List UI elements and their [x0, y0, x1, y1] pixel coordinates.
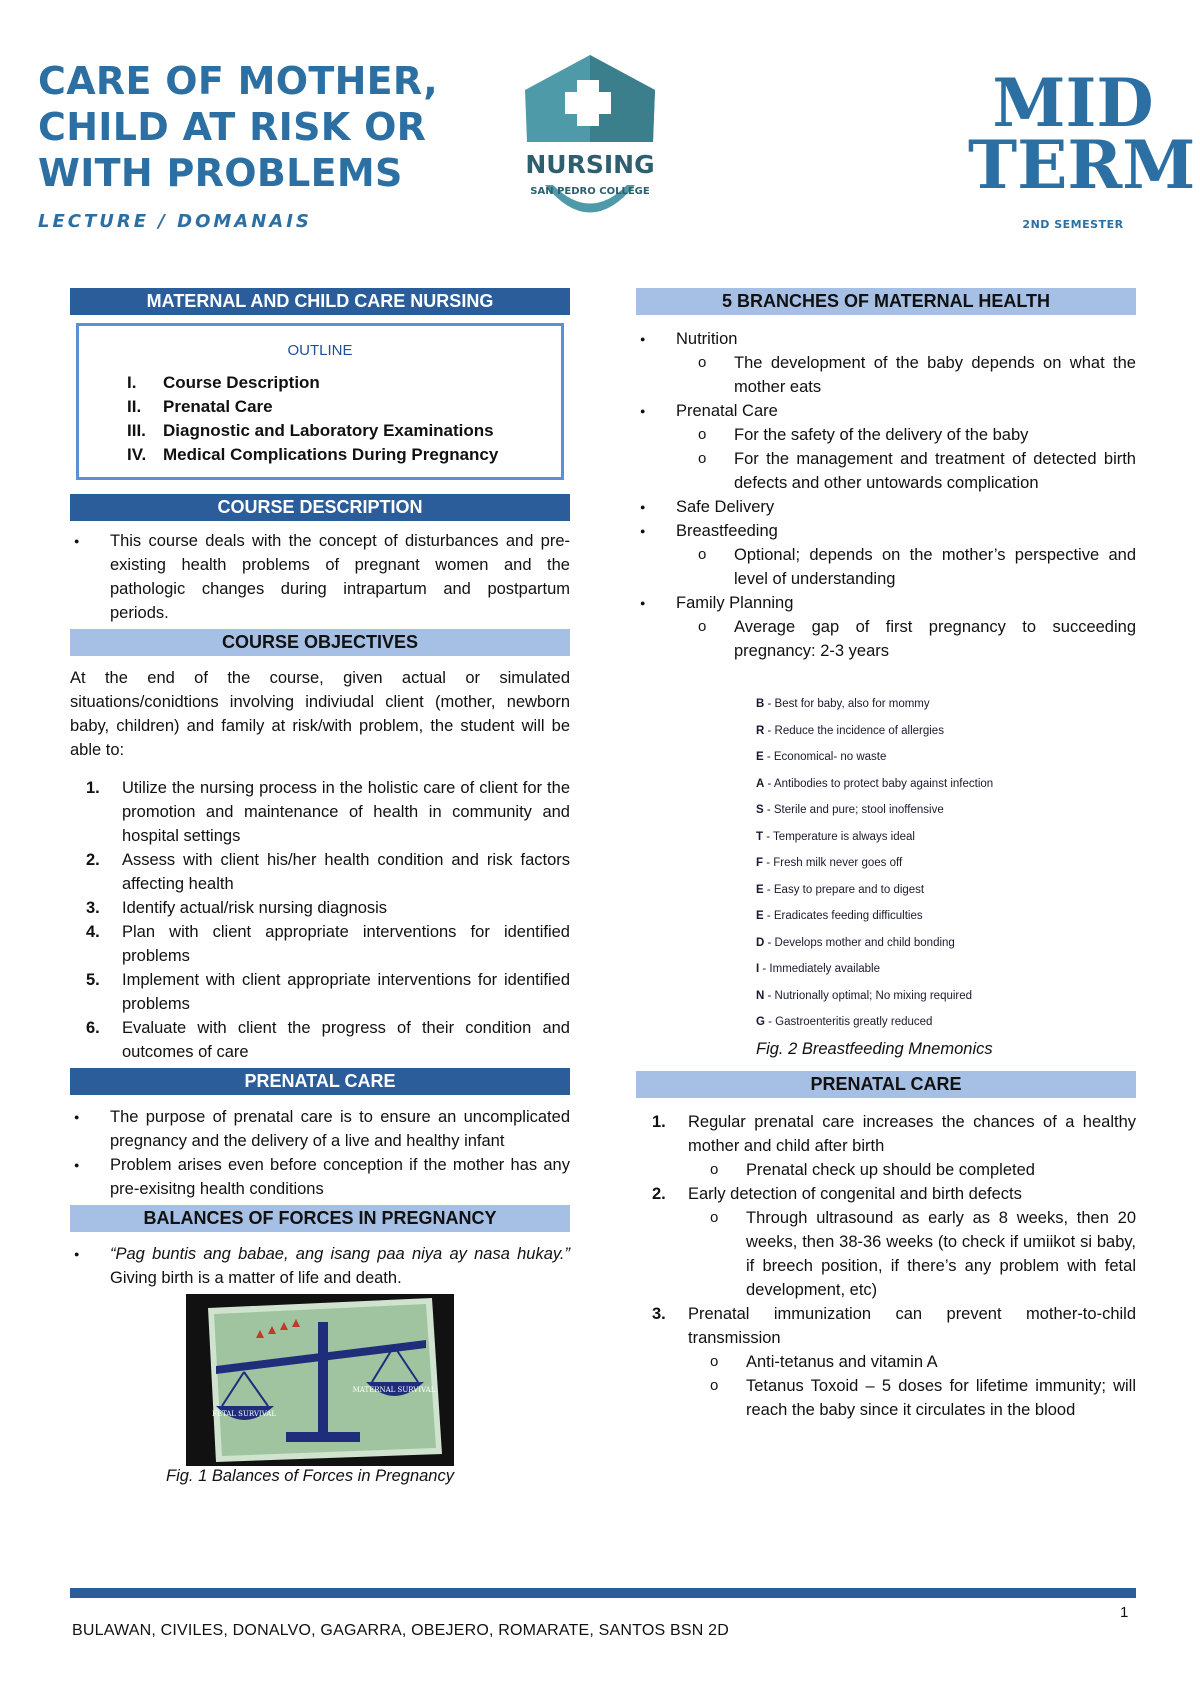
outline-num: III.: [127, 421, 146, 440]
mnemonic-letter: D: [756, 936, 765, 949]
mnemonic-letter: I: [756, 963, 760, 975]
item-number: 1.: [86, 779, 100, 797]
list-item: ● This course deals with the concept of disturbances and pre-existing health problems of pregnant women and the pathologic changes during intrapartum and postpartum periods.: [70, 529, 570, 625]
fetal-survival-label: FETAL SURVIVAL: [211, 1410, 277, 1418]
section-heading-prenatal-care: PRENATAL CARE: [70, 1068, 570, 1095]
outline-item: [91, 443, 498, 467]
mnemonic-row: [756, 850, 1136, 877]
item-number: 6.: [86, 1019, 100, 1037]
outline-box: [76, 323, 564, 480]
prenatal-numbered-list: [636, 1110, 1136, 1422]
mnemonic-letter: R: [756, 724, 765, 737]
item-number: 4.: [86, 923, 100, 941]
footer-rule: [70, 1588, 1136, 1598]
mnemonic-letter: G: [756, 1016, 765, 1028]
list-item: [636, 1110, 1136, 1182]
mnemonic-text: - Best for baby, also for mommy: [764, 698, 930, 710]
mnemonic-text: - Immediately available: [759, 963, 881, 975]
mnemonic-letter: S: [756, 804, 764, 816]
list-item: [636, 591, 1136, 663]
section-heading-branches: 5 BRANCHES OF MATERNAL HEALTH: [636, 288, 1136, 315]
objectives-list: [70, 776, 570, 1064]
list-item: [636, 1182, 1136, 1302]
outline-num: IV.: [127, 445, 147, 464]
sub-item: o Optional; depends on the mother’s perspective and level of understanding: [676, 543, 1136, 591]
mnemonic-row: [756, 930, 1136, 957]
mnemonic-row: [756, 797, 1136, 824]
list-item: ● The purpose of prenatal care is to ensure an uncomplicated pregnancy and the delivery of a live and healthy infant: [70, 1105, 570, 1153]
sub-list: [676, 351, 1136, 399]
sub-list: [688, 1158, 1136, 1182]
outline-num: II.: [127, 397, 142, 416]
item-text: Evaluate with client the progress of their condition and outcomes of care: [122, 1019, 570, 1061]
sub-list: [676, 615, 1136, 663]
authors-line: BULAWAN, CIVILES, DONALVO, GAGARRA, OBEJERO, ROMARATE, SANTOS BSN 2D: [72, 1622, 729, 1639]
sub-list: [688, 1350, 1136, 1422]
page-number: 1: [1120, 1604, 1129, 1621]
mnemonic-text: - Eradicates feeding difficulties: [763, 910, 923, 922]
mnemonic-text: - Sterile and pure; stool inoffensive: [763, 804, 944, 816]
mnemonic-row: [756, 903, 1136, 930]
list-item: [70, 848, 570, 896]
nursing-logo-icon: [515, 50, 665, 235]
outline-text: Diagnostic and Laboratory Examinations: [163, 421, 494, 440]
list-item: [70, 1016, 570, 1064]
item-number: 5.: [86, 971, 100, 989]
mnemonic-row: [756, 771, 1136, 798]
list-item: [70, 968, 570, 1016]
sub-item: o For the safety of the delivery of the baby: [676, 423, 1136, 447]
item-text: Assess with client his/her health condition and risk factors affecting health: [122, 851, 570, 893]
mnemonic-text: - Temperature is always ideal: [763, 830, 915, 843]
sub-item: o Through ultrasound as early as 8 weeks, then 20 weeks, then 38-36 weeks (to check if umiikot si baby, if breech position, if there’s any problem with fetal development, etc): [688, 1206, 1136, 1302]
prenatal-list: [70, 1105, 570, 1201]
item-text: Regular prenatal care increases the chances of a healthy mother and child after birth: [688, 1112, 1136, 1155]
list-item: [70, 896, 570, 920]
semester-label: 2ND SEMESTER: [1022, 218, 1124, 231]
title-line: CHILD AT RISK OR: [38, 105, 427, 149]
item-text: Prenatal immunization can prevent mother-to-child transmission: [688, 1304, 1136, 1347]
quote-text: “Pag buntis ang babae, ang isang paa niya ay nasa hukay.”: [110, 1245, 570, 1263]
section-heading-balances: BALANCES OF FORCES IN PREGNANCY: [70, 1205, 570, 1232]
list-item: [636, 519, 1136, 591]
mnemonic-letter: E: [756, 751, 764, 763]
mnemonic-letter: A: [756, 777, 765, 790]
maternal-survival-label: MATERNAL SURVIVAL: [352, 1386, 436, 1394]
outline-text: Prenatal Care: [163, 397, 273, 416]
exam-line: TERM: [968, 126, 1196, 204]
sub-item: o Tetanus Toxoid – 5 doses for lifetime immunity; will reach the baby since it circulates in the blood: [688, 1374, 1136, 1422]
mnemonic-text: - Fresh milk never goes off: [763, 857, 903, 869]
section-heading-maternal: MATERNAL AND CHILD CARE NURSING: [70, 288, 570, 315]
outline-item: [91, 419, 498, 443]
branches-list: [636, 327, 1136, 663]
mnemonic-letter: B: [756, 698, 765, 710]
item-label: Nutrition: [676, 330, 738, 348]
item-label: Prenatal Care: [676, 402, 778, 420]
mnemonic-row: [756, 956, 1136, 983]
item-number: 2.: [86, 851, 100, 869]
item-text: Identify actual/risk nursing diagnosis: [122, 899, 388, 917]
mnemonic-row: [756, 1009, 1136, 1036]
outline-list: [91, 371, 498, 467]
list-item: [70, 1242, 570, 1290]
mnemonic-letter: E: [756, 910, 764, 922]
sub-list: [676, 543, 1136, 591]
item-label: Family Planning: [676, 594, 794, 612]
item-number: 3.: [652, 1304, 666, 1323]
item-text: Implement with client appropriate interventions for identified problems: [122, 971, 570, 1013]
item-label: Breastfeeding: [676, 522, 778, 540]
mnemonic-text: - Develops mother and child bonding: [764, 936, 955, 949]
outline-text: Course Description: [163, 373, 320, 392]
figure-1-caption: Fig. 1 Balances of Forces in Pregnancy: [166, 1467, 454, 1485]
sub-list: [676, 423, 1136, 495]
mnemonic-letter: N: [756, 989, 765, 1002]
list-item: ● Problem arises even before conception if the mother has any pre-exisitng health conditions: [70, 1153, 570, 1201]
mnemonic-letter: E: [756, 883, 764, 896]
list-item: [636, 495, 1136, 519]
left-column: [70, 288, 570, 1486]
sub-item: o Prenatal check up should be completed: [688, 1158, 1136, 1182]
sub-item: o For the management and treatment of detected birth defects and other untowards complication: [676, 447, 1136, 495]
sub-item: o Average gap of first pregnancy to succeeding pregnancy: 2-3 years: [676, 615, 1136, 663]
sub-item: o The development of the baby depends on what the mother eats: [676, 351, 1136, 399]
mnemonic-text: - Economical- no waste: [763, 751, 887, 763]
balance-scale-figure: [186, 1294, 454, 1466]
mnemonic-text: - Antibodies to protect baby against infection: [764, 777, 994, 790]
list-item: [636, 399, 1136, 495]
title-line: WITH PROBLEMS: [38, 151, 403, 195]
mnemonic-text: - Gastroenteritis greatly reduced: [764, 1016, 933, 1028]
item-number: 3.: [86, 899, 100, 917]
title-line: CARE OF MOTHER,: [38, 59, 438, 103]
section-heading-course-description: COURSE DESCRIPTION: [70, 494, 570, 521]
balances-list: [70, 1242, 570, 1290]
mnemonic-text: - Easy to prepare and to digest: [763, 883, 925, 896]
outline-heading: OUTLINE: [287, 342, 353, 359]
mnemonic-row: [756, 744, 1136, 771]
sub-item: o Anti-tetanus and vitamin A: [688, 1350, 1136, 1374]
section-heading-course-objectives: COURSE OBJECTIVES: [70, 629, 570, 656]
outline-text: Medical Complications During Pregnancy: [163, 445, 499, 464]
logo-text: NURSING: [525, 150, 655, 179]
lecture-subtitle: LECTURE / DOMANAIS: [38, 211, 312, 232]
document-title: [38, 58, 458, 196]
item-number: 2.: [652, 1184, 666, 1203]
item-number: 1.: [652, 1112, 666, 1131]
list-item: [636, 327, 1136, 399]
figure-2-caption: Fig. 2 Breastfeeding Mnemonics: [756, 1039, 993, 1058]
mnemonic-row: [756, 877, 1136, 904]
exam-label: [968, 64, 1196, 204]
mnemonic-row: [756, 983, 1136, 1010]
logo-subtext: SAN PEDRO COLLEGE: [530, 186, 650, 197]
item-label: Safe Delivery: [676, 498, 775, 516]
mnemonic-text: - Nutrionally optimal; No mixing required: [764, 989, 973, 1002]
item-text: Early detection of congenital and birth defects: [688, 1184, 1022, 1203]
sub-list: [688, 1206, 1136, 1302]
quote-rest: Giving birth is a matter of life and death.: [110, 1269, 402, 1287]
item-text: Utilize the nursing process in the holistic care of client for the promotion and maintenance of health in community and hospital settings: [122, 779, 570, 845]
outline-item: [91, 395, 498, 419]
item-text: Plan with client appropriate interventions for identified problems: [122, 923, 570, 965]
outline-num: I.: [127, 373, 137, 392]
mnemonic-letter: F: [756, 857, 764, 869]
right-column: [636, 288, 1136, 1422]
mnemonic-row: [756, 691, 1136, 718]
breastfeeding-mnemonic: [756, 691, 1136, 1036]
list-item: [70, 776, 570, 848]
exam-line: MID: [992, 64, 1154, 142]
mnemonic-text: - Reduce the incidence of allergies: [764, 724, 944, 737]
list-item: [636, 1302, 1136, 1422]
mnemonic-row: [756, 718, 1136, 745]
list-item: [70, 920, 570, 968]
mnemonic-row: [756, 824, 1136, 851]
mnemonic-letter: T: [756, 830, 764, 843]
section-heading-prenatal-care-right: PRENATAL CARE: [636, 1071, 1136, 1098]
course-description-list: [70, 529, 570, 625]
outline-item: [91, 371, 498, 395]
objectives-intro: At the end of the course, given actual or simulated situations/conidtions involving indiviudal client (mother, newborn baby, children) and family at risk/with problem, the student will be able to:: [70, 669, 570, 759]
